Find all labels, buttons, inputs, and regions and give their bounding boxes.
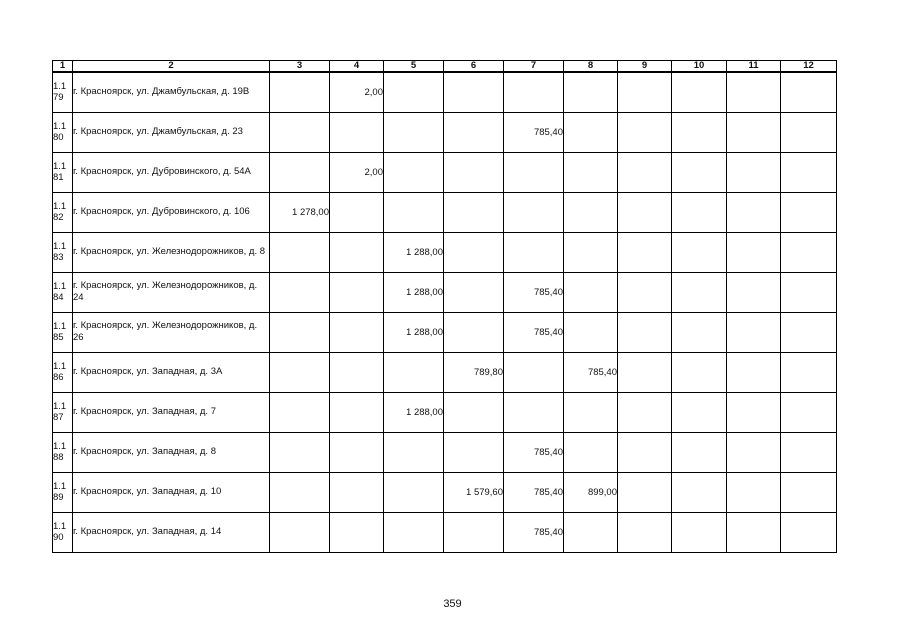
value-cell: 785,40 bbox=[564, 352, 618, 392]
value-cell bbox=[618, 432, 672, 472]
value-cell bbox=[618, 392, 672, 432]
value-cell bbox=[444, 392, 504, 432]
column-header: 11 bbox=[727, 61, 781, 73]
value-cell bbox=[444, 232, 504, 272]
value-cell bbox=[444, 72, 504, 112]
value-cell bbox=[330, 272, 384, 312]
value-cell bbox=[727, 512, 781, 552]
value-cell bbox=[564, 432, 618, 472]
value-cell: 785,40 bbox=[504, 312, 564, 352]
value-cell bbox=[270, 472, 330, 512]
row-number-cell: 1.1 90 bbox=[53, 512, 73, 552]
value-cell: 1 288,00 bbox=[384, 392, 444, 432]
value-cell bbox=[384, 432, 444, 472]
value-cell bbox=[618, 192, 672, 232]
value-cell bbox=[444, 512, 504, 552]
value-cell bbox=[444, 112, 504, 152]
table-row bbox=[53, 272, 837, 312]
value-cell bbox=[504, 352, 564, 392]
value-cell bbox=[270, 392, 330, 432]
value-cell bbox=[330, 352, 384, 392]
table-body bbox=[53, 72, 837, 552]
value-cell: 2,00 bbox=[330, 72, 384, 112]
value-cell bbox=[504, 192, 564, 232]
value-cell: 1 288,00 bbox=[384, 232, 444, 272]
value-cell bbox=[727, 472, 781, 512]
value-cell bbox=[618, 312, 672, 352]
value-cell bbox=[504, 72, 564, 112]
value-cell bbox=[781, 512, 837, 552]
value-cell bbox=[781, 472, 837, 512]
row-number-cell: 1.1 83 bbox=[53, 232, 73, 272]
value-cell bbox=[564, 312, 618, 352]
row-number-cell: 1.1 86 bbox=[53, 352, 73, 392]
table-row bbox=[53, 192, 837, 232]
value-cell: 785,40 bbox=[504, 512, 564, 552]
column-header: 3 bbox=[270, 61, 330, 73]
value-cell bbox=[727, 192, 781, 232]
value-cell bbox=[564, 232, 618, 272]
value-cell: 785,40 bbox=[504, 272, 564, 312]
value-cell bbox=[384, 152, 444, 192]
value-cell bbox=[564, 152, 618, 192]
value-cell bbox=[727, 392, 781, 432]
row-number-cell: 1.1 81 bbox=[53, 152, 73, 192]
value-cell: 789,80 bbox=[444, 352, 504, 392]
address-cell: г. Красноярск, ул. Джамбульская, д. 19В bbox=[73, 72, 270, 112]
value-cell bbox=[504, 392, 564, 432]
value-cell bbox=[330, 472, 384, 512]
address-cell: г. Красноярск, ул. Западная, д. 8 bbox=[73, 432, 270, 472]
table-row bbox=[53, 312, 837, 352]
value-cell bbox=[270, 232, 330, 272]
column-header: 5 bbox=[384, 61, 444, 73]
table-row bbox=[53, 112, 837, 152]
header-row bbox=[53, 61, 837, 73]
value-cell bbox=[330, 432, 384, 472]
row-number-cell: 1.1 82 bbox=[53, 192, 73, 232]
value-cell bbox=[504, 232, 564, 272]
value-cell bbox=[564, 72, 618, 112]
value-cell bbox=[330, 312, 384, 352]
column-header: 10 bbox=[672, 61, 727, 73]
value-cell bbox=[564, 392, 618, 432]
value-cell bbox=[672, 232, 727, 272]
value-cell bbox=[270, 352, 330, 392]
value-cell bbox=[781, 72, 837, 112]
value-cell bbox=[330, 232, 384, 272]
value-cell bbox=[384, 72, 444, 112]
value-cell bbox=[330, 512, 384, 552]
document-table bbox=[52, 60, 837, 553]
value-cell: 1 288,00 bbox=[384, 272, 444, 312]
value-cell bbox=[781, 432, 837, 472]
value-cell bbox=[727, 352, 781, 392]
row-number-cell: 1.1 84 bbox=[53, 272, 73, 312]
address-cell: г. Красноярск, ул. Железнодорожников, д. 26 bbox=[73, 312, 270, 352]
value-cell bbox=[270, 312, 330, 352]
table-row bbox=[53, 392, 837, 432]
value-cell bbox=[270, 112, 330, 152]
address-cell: г. Красноярск, ул. Железнодорожников, д. 8 bbox=[73, 232, 270, 272]
value-cell: 1 278,00 bbox=[270, 192, 330, 232]
value-cell bbox=[672, 312, 727, 352]
value-cell bbox=[384, 192, 444, 232]
value-cell bbox=[727, 72, 781, 112]
column-header: 4 bbox=[330, 61, 384, 73]
value-cell bbox=[672, 512, 727, 552]
value-cell bbox=[672, 352, 727, 392]
value-cell bbox=[618, 152, 672, 192]
address-cell: г. Красноярск, ул. Западная, д. 14 bbox=[73, 512, 270, 552]
column-header: 1 bbox=[53, 61, 73, 73]
value-cell: 785,40 bbox=[504, 112, 564, 152]
value-cell bbox=[727, 272, 781, 312]
value-cell bbox=[270, 512, 330, 552]
value-cell bbox=[270, 432, 330, 472]
row-number-cell: 1.1 85 bbox=[53, 312, 73, 352]
value-cell bbox=[781, 312, 837, 352]
column-header: 12 bbox=[781, 61, 837, 73]
address-cell: г. Красноярск, ул. Джамбульская, д. 23 bbox=[73, 112, 270, 152]
column-header: 6 bbox=[444, 61, 504, 73]
value-cell bbox=[384, 512, 444, 552]
value-cell bbox=[384, 472, 444, 512]
address-cell: г. Красноярск, ул. Западная, д. 3А bbox=[73, 352, 270, 392]
value-cell bbox=[270, 272, 330, 312]
row-number-cell: 1.1 80 bbox=[53, 112, 73, 152]
value-cell bbox=[564, 512, 618, 552]
row-number-cell: 1.1 79 bbox=[53, 72, 73, 112]
value-cell bbox=[564, 112, 618, 152]
value-cell bbox=[727, 312, 781, 352]
value-cell bbox=[781, 392, 837, 432]
table-row bbox=[53, 472, 837, 512]
value-cell bbox=[672, 152, 727, 192]
value-cell: 785,40 bbox=[504, 472, 564, 512]
column-header: 8 bbox=[564, 61, 618, 73]
table-row bbox=[53, 232, 837, 272]
address-cell: г. Красноярск, ул. Западная, д. 7 bbox=[73, 392, 270, 432]
value-cell bbox=[618, 512, 672, 552]
address-cell: г. Красноярск, ул. Дубровинского, д. 106 bbox=[73, 192, 270, 232]
table-row bbox=[53, 432, 837, 472]
value-cell bbox=[330, 392, 384, 432]
value-cell bbox=[444, 272, 504, 312]
value-cell bbox=[384, 352, 444, 392]
value-cell bbox=[727, 432, 781, 472]
column-header: 9 bbox=[618, 61, 672, 73]
value-cell: 1 288,00 bbox=[384, 312, 444, 352]
row-number-cell: 1.1 87 bbox=[53, 392, 73, 432]
column-header: 2 bbox=[73, 61, 270, 73]
value-cell bbox=[618, 232, 672, 272]
value-cell bbox=[270, 72, 330, 112]
value-cell bbox=[672, 112, 727, 152]
page-number: 359 bbox=[443, 598, 462, 610]
value-cell bbox=[564, 192, 618, 232]
value-cell: 2,00 bbox=[330, 152, 384, 192]
address-cell: г. Красноярск, ул. Дубровинского, д. 54А bbox=[73, 152, 270, 192]
value-cell: 785,40 bbox=[504, 432, 564, 472]
value-cell bbox=[781, 272, 837, 312]
value-cell bbox=[330, 192, 384, 232]
value-cell bbox=[618, 272, 672, 312]
value-cell bbox=[781, 112, 837, 152]
value-cell bbox=[727, 152, 781, 192]
value-cell bbox=[564, 272, 618, 312]
value-cell bbox=[444, 152, 504, 192]
row-number-cell: 1.1 88 bbox=[53, 432, 73, 472]
value-cell bbox=[444, 432, 504, 472]
value-cell bbox=[618, 352, 672, 392]
value-cell bbox=[330, 112, 384, 152]
value-cell bbox=[672, 432, 727, 472]
value-cell bbox=[781, 352, 837, 392]
table-row bbox=[53, 512, 837, 552]
value-cell bbox=[781, 152, 837, 192]
value-cell: 1 579,60 bbox=[444, 472, 504, 512]
value-cell bbox=[270, 152, 330, 192]
table-row bbox=[53, 72, 837, 112]
value-cell bbox=[672, 192, 727, 232]
column-header: 7 bbox=[504, 61, 564, 73]
table-row bbox=[53, 152, 837, 192]
value-cell bbox=[444, 312, 504, 352]
value-cell: 899,00 bbox=[564, 472, 618, 512]
value-cell bbox=[618, 72, 672, 112]
table-row bbox=[53, 352, 837, 392]
address-cell: г. Красноярск, ул. Западная, д. 10 bbox=[73, 472, 270, 512]
value-cell bbox=[618, 472, 672, 512]
address-cell: г. Красноярск, ул. Железнодорожников, д. 24 bbox=[73, 272, 270, 312]
value-cell bbox=[781, 232, 837, 272]
value-cell bbox=[727, 232, 781, 272]
value-cell bbox=[444, 192, 504, 232]
value-cell bbox=[384, 112, 444, 152]
value-cell bbox=[504, 152, 564, 192]
value-cell bbox=[672, 272, 727, 312]
value-cell bbox=[618, 112, 672, 152]
value-cell bbox=[672, 72, 727, 112]
value-cell bbox=[672, 392, 727, 432]
value-cell bbox=[672, 472, 727, 512]
row-number-cell: 1.1 89 bbox=[53, 472, 73, 512]
value-cell bbox=[727, 112, 781, 152]
value-cell bbox=[781, 192, 837, 232]
